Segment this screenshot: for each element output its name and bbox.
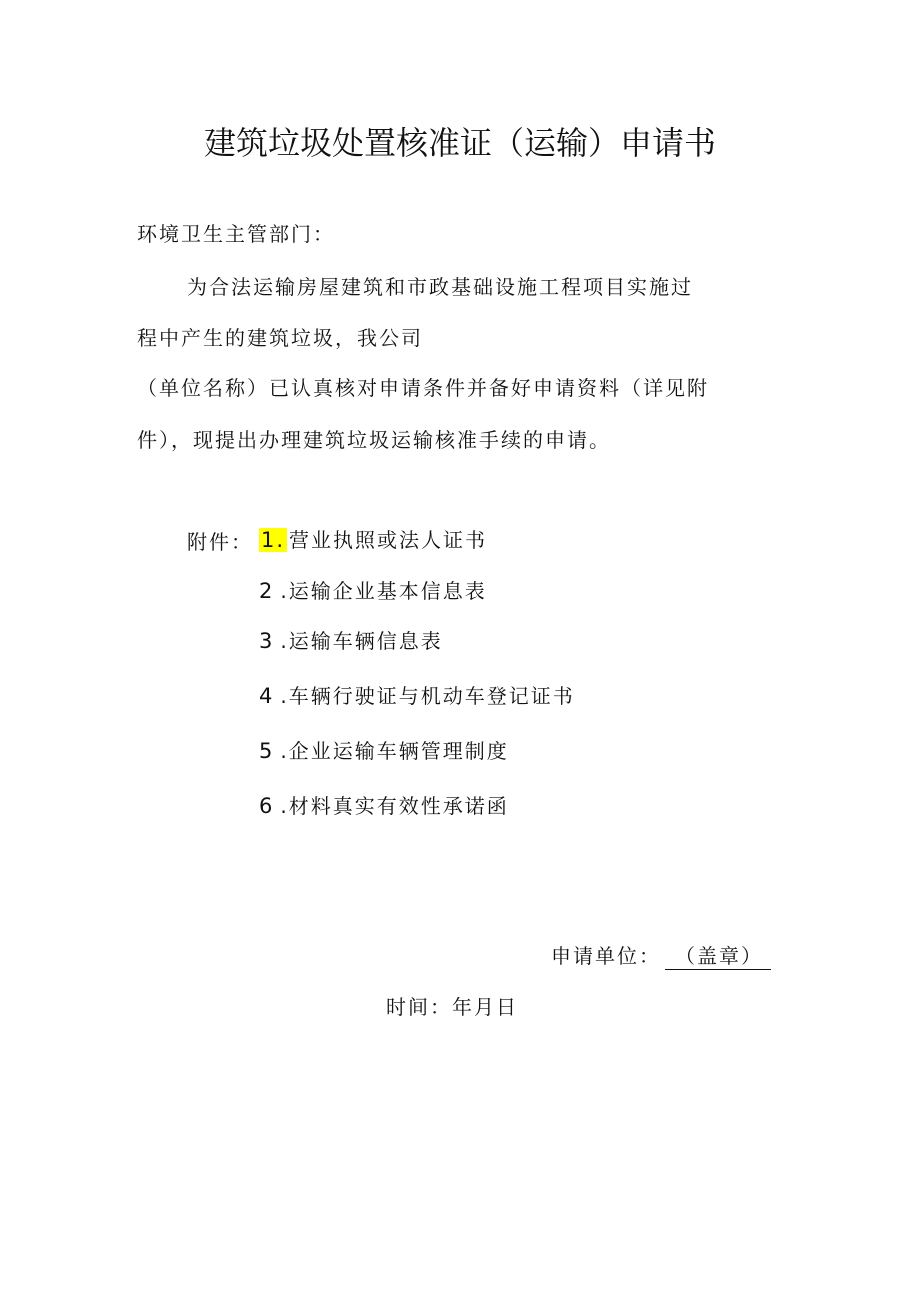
attachment-text: .运输企业基本信息表: [280, 579, 487, 603]
seal-field: （盖章）: [665, 940, 771, 970]
attachment-item-3: [259, 625, 443, 654]
date-line: 时间：年月日: [386, 995, 518, 1019]
attachment-text: .企业运输车辆管理制度: [280, 739, 509, 763]
attachment-item-2: [259, 575, 487, 604]
attachment-text: .车辆行驶证与机动车登记证书: [280, 684, 575, 708]
attachment-text: 营业执照或法人证书: [289, 528, 488, 552]
attachment-item-4: [259, 680, 575, 709]
attachment-number: 3: [259, 629, 275, 653]
attachments-label: 附件：: [187, 530, 253, 554]
attachment-text: .材料真实有效性承诺函: [280, 794, 509, 818]
body-line-3: （单位名称）已认真核对申请条件并备好申请资料（详见附: [137, 376, 709, 400]
applicant-label: 申请单位：: [551, 944, 661, 968]
attachment-number: 5: [259, 739, 275, 763]
attachment-number-highlighted: 1.: [261, 528, 286, 552]
attachment-number: 6: [259, 794, 275, 818]
attachment-number: 2: [259, 579, 275, 603]
applicant-line: [551, 940, 771, 970]
document-title: 建筑垃圾处置核准证（运输）申请书: [203, 124, 716, 162]
attachment-item-5: [259, 735, 509, 764]
attachment-text: .运输车辆信息表: [280, 629, 443, 653]
salutation: 环境卫生主管部门：: [137, 222, 335, 246]
body-line-1: 为合法运输房屋建筑和市政基础设施工程项目实施过: [187, 275, 693, 299]
attachment-item-1: [259, 524, 487, 553]
body-line-2: 程中产生的建筑垃圾，我公司: [137, 326, 423, 350]
attachment-number: 4: [259, 684, 275, 708]
attachment-item-6: [259, 790, 509, 819]
body-line-4: 件），现提出办理建筑垃圾运输核准手续的申请。: [137, 428, 611, 452]
